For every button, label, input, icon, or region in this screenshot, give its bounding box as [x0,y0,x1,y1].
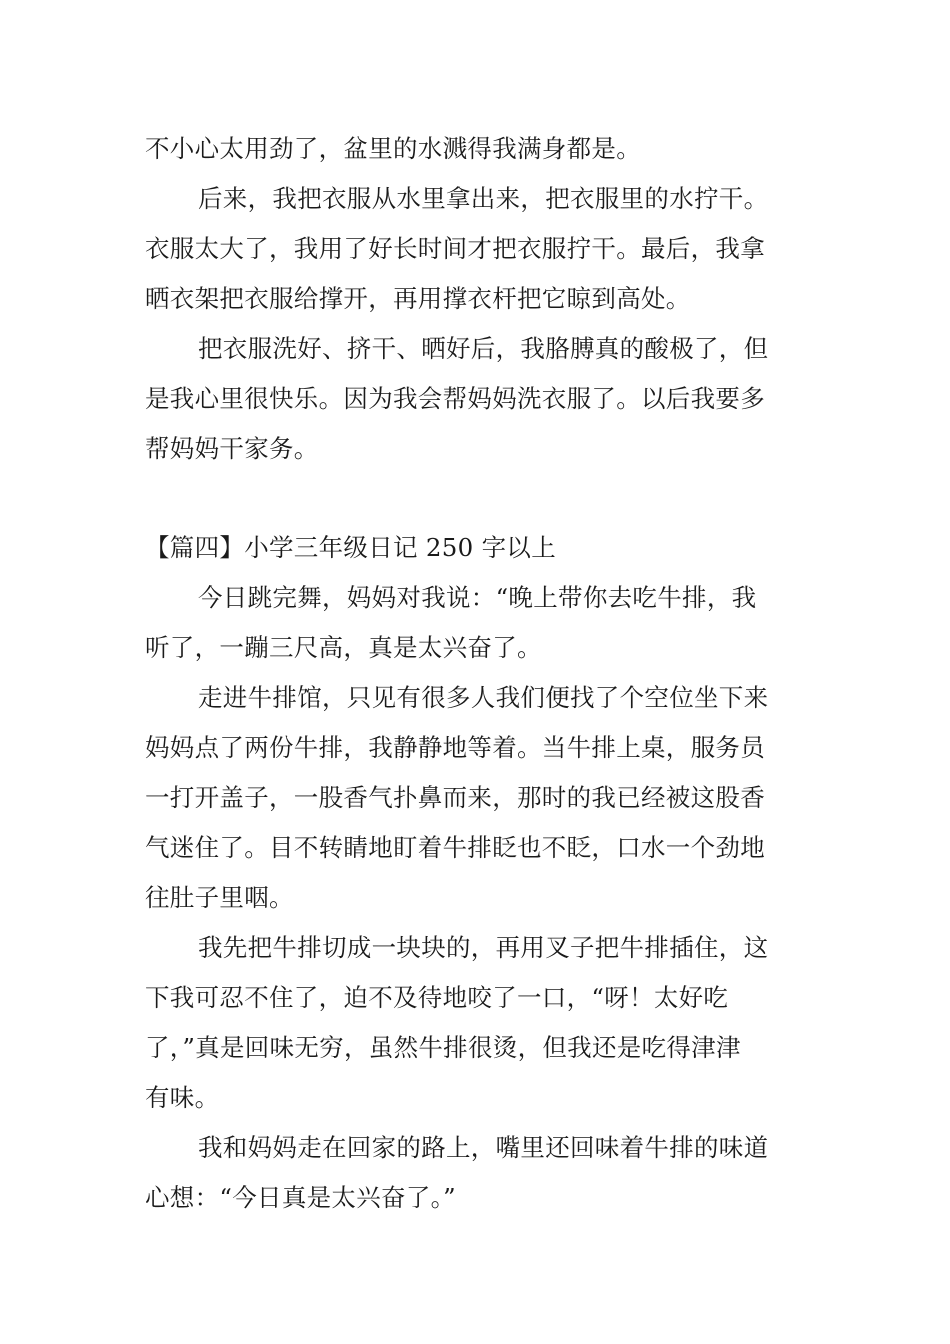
text-line: 气迷住了。目不转睛地盯着牛排眨也不眨，口水一个劲地 [145,833,765,862]
text-line: 有味。 [145,1083,220,1112]
text-line: 心想：“今日真是太兴奋了。” [145,1183,456,1212]
text-line: 帮妈妈干家务。 [145,434,319,463]
paragraph-start: 我先把牛排切成一块块的，再用叉子把牛排插住，这 [198,933,769,962]
text-line: 一打开盖子，一股香气扑鼻而来，那时的我已经被这股香 [145,783,765,812]
text-line: 往肚子里咽。 [145,883,294,912]
text-line: 下我可忍不住了，迫不及待地咬了一口，“呀！太好吃 [145,983,729,1012]
section-heading: 【篇四】小学三年级日记 250 字以上 [145,533,557,562]
paragraph-start: 把衣服洗好、挤干、晒好后，我胳膊真的酸极了，但 [198,334,769,363]
text-line: 衣服太大了，我用了好长时间才把衣服拧干。最后，我拿 [145,234,765,263]
text-line: 妈妈点了两份牛排，我静静地等着。当牛排上桌，服务员 [145,733,765,762]
text-line: 不小心太用劲了，盆里的水溅得我满身都是。 [145,134,641,163]
paragraph-start: 今日跳完舞，妈妈对我说：“晚上带你去吃牛排，我 [198,583,757,612]
text-line: 了，”真是回味无穷，虽然牛排很烫，但我还是吃得津津 [145,1033,741,1062]
text-line: 晒衣架把衣服给撑开，再用撑衣杆把它晾到高处。 [145,284,691,313]
paragraph-start: 我和妈妈走在回家的路上，嘴里还回味着牛排的味道 [198,1133,769,1162]
text-line: 听了，一蹦三尺高，真是太兴奋了。 [145,633,542,662]
text-line: 是我心里很快乐。因为我会帮妈妈洗衣服了。以后我要多 [145,384,765,413]
paragraph-start: 走进牛排馆，只见有很多人我们便找了个空位坐下来 [198,683,769,712]
paragraph-start: 后来，我把衣服从水里拿出来，把衣服里的水拧干。 [198,184,769,213]
